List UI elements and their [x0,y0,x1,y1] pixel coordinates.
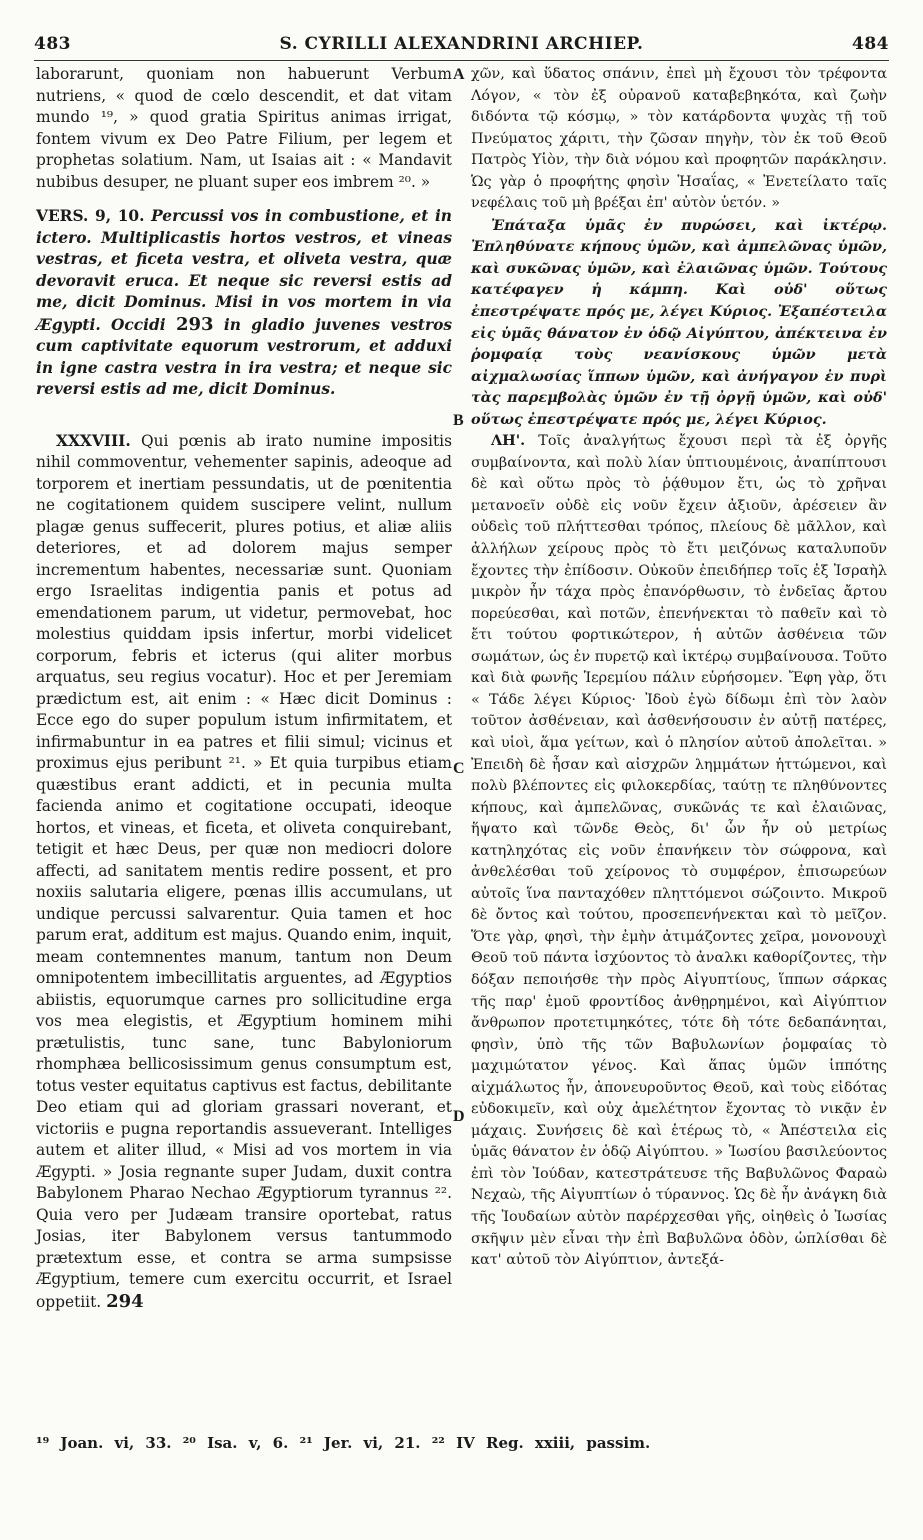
margin-marker-d: D [453,1108,465,1125]
column-number-293: 293 [175,313,214,335]
running-title: S. CYRILLI ALEXANDRINI ARCHIEP. [279,34,644,54]
margin-marker-a: A [453,66,465,83]
section-label-latin: XXXVIII. [56,431,131,450]
latin-paragraph-2-text: Qui pœnis ab irato numine impositis nihil commoventur, vehementer sapinis, adeoque ad torporem et inertiam pessundatis, ut de pœnitentia ne cogitationem quidem suscipere velint, nullum plagæ genus suffecerit, plures potius, et aliæ aliis deteriores, et ad dolorem majus semper incrementum habentes, necessariæ sunt. Quoniam ergo Israelitas indigentia panis et potus ad emendationem parum, ut videtur, permovebat, hoc molestius quiddam ipsis infertur, morbi videlicet corporum, febris et icterus (qui aliter morbus arquatus, seu regius vocatur). Hoc et per Jeremiam prædictum est, ait enim : « Hæc dicit Dominus : Ecce ego do super populum istum infirmitatem, et infirmabuntur in ea patres et filii simul; vicinus et proximus ejus peribunt ²¹. » Et quia turpibus etiam quæstibus erant addicti, et in pecunia multa facienda animo et cogitatione occupati, ideoque hortos, et vineas, et ficeta, et oliveta conquirebant, tetigit et hæc Deus, per quæ non mediocri dolore affecti, ad sanitatem mentis redire possent, et pro noxiis salutaria eligere, pœnas illis accumulans, ut undique percussi salvarentur. Quia tamen et hoc parum erat, additum est majus. Quando enim, inquit, meam contemnentes manum, tantum non Deum omnipotentem imbecillitatis arguentes, ad Ægyptios abiistis, equorumque carnes pro sollicitudine erga vos mea elegistis, et Ægyptium hominem mihi prætulistis, tunc sane, tunc Babyloniorum rhomphæa bellicosissimum genus consumptum est, totus vester equitatus captivus est factus, debilitante Deo etiam qui ad gloriam grassari noverant, et victoriis e pugna reportandis assueverant. Intelliges autem et aliter illud, « Misi ad vos mortem in via Ægypti. » Josia regnante super Judam, duxit contra Babylonem Pharao Nechao Ægyptiorum tyrannus ²². Quia vero per Judæam transire oportebat, ratus Josias, iter Babylonem versus tantummodo prætextum esse, et contra se arma sumpsisse Ægyptium, temere cum exercitu occurrit, et Israel oppetiit. [36,431,452,1311]
margin-marker-c: C [453,760,465,777]
margin-marker-b: B [453,412,464,429]
footnote-22: ²² IV Reg. xxiii, passim. [431,1434,651,1452]
footnote-20: ²⁰ Isa. v, 6. [182,1434,289,1452]
column-number-294: 294 [106,1290,144,1312]
page-number-right: 484 [852,34,889,54]
greek-column [471,64,887,1272]
footnotes [36,1434,887,1452]
verse-label: VERS. 9, 10. [36,207,145,225]
greek-paragraph-1: χῶν, καὶ ὕδατος σπάνιν, ἐπεὶ μὴ ἔχουσι τὸν τρέφοντα Λόγον, « τὸν ἐξ οὐρανοῦ καταβεβηκότα, καὶ ζωὴν διδόντα τῷ κόσμῳ, » τὸν κατάρδοντα ψυχὰς τῇ τοῦ Πνεύματος χάριτι, τὴν ζῶσαν πηγὴν, τὸν ἐκ τοῦ Θεοῦ Πατρὸς Υἱὸν, τὴν διὰ νόμου καὶ προφητῶν παράκλησιν. Ὡς γὰρ ὁ προφήτης φησὶν Ἡσαΐας, « Ἐνετείλατο ταῖς νεφέλαις τοῦ μὴ βρέξαι ἐπ' αὐτὸν ὑετόν. » [471,66,887,212]
running-head [34,34,889,60]
greek-verse-block: Ἐπάταξα ὑμᾶς ἐν πυρώσει, καὶ ἰκτέρῳ. Ἐπληθύνατε κήπους ὑμῶν, καὶ ἀμπελῶνας ὑμῶν, καὶ συκῶνας ὑμῶν, καὶ ἐλαιῶνας ὑμῶν. Τούτους κατέφαγεν ἡ κάμπη. Καὶ οὐδ' οὕτως ἐπεστρέψατε πρός με, λέγει Κύριος. Ἐξαπέστειλα εἰς ὑμᾶς θάνατον ἐν ὁδῷ Αἰγύπτου, ἀπέκτεινα ἐν ῥομφαίᾳ τοὺς νεανίσκους ὑμῶν μετὰ αἰχμαλωσίας ἵππων ὑμῶν, καὶ ἀνήγαγον ἐν πυρὶ τὰς παρεμβολὰς ὑμῶν ἐν τῇ ὀργῇ ὑμῶν, καὶ οὐδ' οὕτως ἐπεστρέψατε πρός με, λέγει Κύριος. [471,216,887,428]
greek-paragraph-2-text: Τοῖς ἀναλγήτως ἔχουσι περὶ τὰ ἐξ ὀργῆς συμβαίνοντα, καὶ πολὺ λίαν ὑπτιουμένοις, ἀναπίπτουσι δὲ καὶ οὕτω πρὸς τὸ ῥᾴθυμον ἔτι, ὡς τὸ χρῆναι μετανοεῖν οὐδὲ εἰς νοῦν ἔχειν ἀξιοῦν, ἀρέσειεν ἂν οὐδεὶς τοῦ πλήττεσθαι τρόπος, πλείους δὲ μᾶλλον, καὶ ἀλλήλων χείρους πρὸς τὸ ἔτι μειζόνως καταλυποῦν ἔχοντες τὴν ἐπίδοσιν. Οὐκοῦν ἐπειδήπερ τοῖς ἐξ Ἰσραὴλ μικρὸν ἦν τάχα πρὸς ἐπανόρθωσιν, τὸ ἐνδεῖας ἄρτου πορεύεσθαι, καὶ ποτῶν, ἐπενήνεκται τὸ παθεῖν καὶ τὸ ἔτι τούτου φορτικώτερον, ἡ αὐτῶν ἀσθένεια τῶν σωμάτων, ὡς ἐν πυρετῷ καὶ ἰκτέρῳ συμβαίνουσα. Τοῦτο καὶ διὰ φωνῆς Ἱερεμίου πάλιν εὑρήσομεν. Ἔφη γὰρ, ὅτι « Τάδε λέγει Κύριος· Ἰδοὺ ἐγὼ δίδωμι ἐπὶ τὸν λαὸν τοῦτον ἀσθένειαν, καὶ ἀσθενήσουσιν ἐν αὐτῇ πατέρες, καὶ υἱοὶ, ἅμα γείτων, καὶ ὁ πλησίον αὐτοῦ ἀπολεῖται. » Ἐπειδὴ δὲ ἦσαν καὶ αἰσχρῶν λημμάτων ἡττώμενοι, καὶ πολὺ βλέποντες εἰς φιλοκερδίας, ταύτῃ τε πληθύνοντες κήπους, καὶ ἀμπελῶνας, συκῶνάς τε καὶ ἐλαιῶνας, ἥψατο καὶ τῶνδε Θεὸς, δι' ὧν ἦν οὐ μετρίως κατηληχότας εἰς νοῦν ἐπανήκειν τὸν σώφρονα, καὶ ἀνθελέσθαι τοῦ χείρονος τὸ συμφέρον, ἐπισωρεύων αὐτοῖς ἵνα πανταχόθεν πληττόμενοι σώζοιντο. Μικροῦ δὲ ὄντος καὶ τούτου, προσεπενήνεκται καὶ τὸ μεῖζον. Ὅτε γὰρ, φησὶ, τὴν ἐμὴν ἀτιμάζοντες χεῖρα, μονονουχὶ Θεοῦ τοῦ πάντα ἰσχύοντος τὸ ἀναλκι καθορίζοντες, τὴν δόξαν πεποιήσθε τὴν πρὸς Αἰγυπτίους, ἵππων σάρκας τῆς παρ' ἐμοῦ φροντίδος ἀνθῃρημένοι, καὶ Αἰγύπτιον ἄνθρωπον προτετιμηκότες, τότε δὴ τότε δεδαπάνηται, φησὶν, ὑπὸ τῆς τῶν Βαβυλωνίων ῥομφαίας τὸ μαχιμώτατον γένος. Καὶ ἅπας ὑμῶν ἱππότης αἰχμάλωτος ἦν, ἀπονευροῦντος Θεοῦ, καὶ τοὺς εἰδότας εὐδοκιμεῖν, καὶ οὐχ ἀμελέτητον ἔχοντας τὸ νικᾷν ἐν μάχαις. Συνήσεις δὲ καὶ ἑτέρως τὸ, « Ἀπέστειλα εἰς ὑμᾶς θάνατον ἐν ὁδῷ Αἰγύπτου. » Ἰωσίου βασιλεύοντος ἐπὶ τὸν Ἰούδαν, κατεστράτευσε τῆς Βαβυλῶνος Φαραὼ Νεχαὼ, τῆς Αἰγυπτίων ὁ τύραννος. Ὡς δὲ ἦν ἀνάγκη διὰ τῆς Ἰουδαίων αὐτὸν παρέρχεσθαι γῆς, οἰηθεὶς ὁ Ἰωσίας σκῆψιν μὲν εἶναι τὴν ἐπὶ Βαβυλῶνα ὁδὸν, ὡπλίσθαι δὲ κατ' αὐτοῦ τὸν Αἰγύπτιον, ἀντεξά- [471,433,888,1269]
latin-verse-block [36,206,452,401]
page-number-left: 483 [34,34,71,54]
latin-paragraph-1: laborarunt, quoniam non habuerunt Verbum nutriens, « quod de cœlo descendit, et dat vitam mundo ¹⁹, » quod gratia Spiritus animas irrigat, fontem vivum ex Deo Patre Filium, per legem et prophetas solatium. Nam, ut Isaias ait : « Mandavit nubibus desuper, ne pluant super eos imbrem ²⁰. » [36,65,452,191]
header-rule [34,60,889,61]
latin-paragraph-2 [36,431,452,1314]
latin-column [36,64,452,1313]
section-label-greek: ΛΗ'. [491,432,526,450]
verse-text-2: in gladio juvenes vestros cum captivitate equorum vestrorum, et adduxi in igne castra vestra in ira vestra; et neque sic reversi estis ad me, dicit Dominus. [36,315,452,398]
footnote-21: ²¹ Jer. vi, 21. [299,1434,421,1452]
greek-paragraph-2 [471,430,887,1271]
footnote-19: ¹⁹ Joan. vi, 33. [36,1434,172,1452]
verse-text-1: Percussi vos in combustione, et in ictero. Multiplicastis hortos vestros, et vineas vestras, et ficeta vestra, et oliveta vestra, quæ devoravit eruca. Et neque sic reversi estis ad me, dicit Dominus. Misi in vos mortem in via Ægypti. Occidi [36,207,452,334]
